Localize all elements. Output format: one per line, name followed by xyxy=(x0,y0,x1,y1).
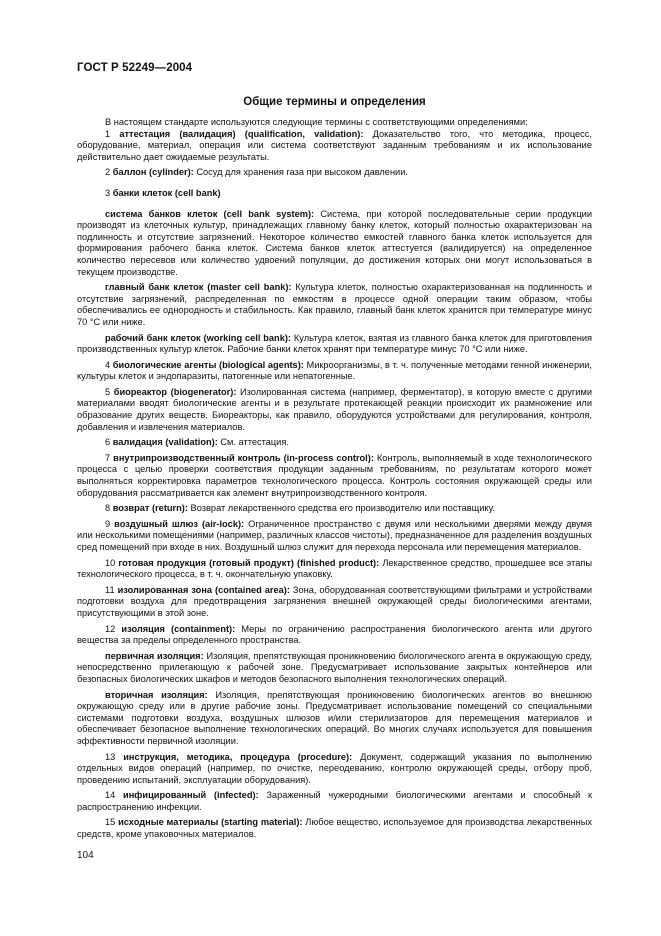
entry-definition: Возврат лекарственного средства его производителю или поставщику. xyxy=(187,503,495,514)
entry-definition: Контроль, выполняемый в ходе технологического процесса с целью проверки соответствия продукции заданным требованиям, по результатам которого может выполняться корректировка параметров технологического процесса. Контроль состояния окружающей среды или оборудования рассматривается как элемент внутрипроизводственного контроля. xyxy=(77,452,592,498)
entry-definition: Микроорганизмы, в т. ч. полученные методами генной инженерии, культуры клеток и эндопаразиты, патогенные или непатогенные. xyxy=(77,359,592,382)
entry-definition: Система, при которой последовательные серии продукции производят из клеточных культур, принадлежащих главному банку клеток, который полностью охарактеризован на подлинность и отсутствие загрязнений. Некоторое количество емкостей главного банка клеток используется для формирования рабочего банка клеток. Система банков клеток аттестуется (валидируется) на определенное количество пересевов или количество удвоений популяции, до достижения которых они могут использоваться в текущем производстве. xyxy=(77,208,592,277)
definition-entry xyxy=(77,790,592,813)
entry-term: воздушный шлюз (air-lock): xyxy=(114,518,245,529)
definition-entry xyxy=(77,360,592,383)
entry-term: исходные материалы (starting material): xyxy=(118,817,303,828)
entry-number: 10 xyxy=(105,557,116,568)
definition-entry xyxy=(77,624,592,647)
document-body xyxy=(77,117,592,841)
entry-definition: Документ, содержащий указания по выполнению отдельных видов операций (например, по очистке, переодеванию, контролю окружающей среды, отбору проб, проведению испытаний, эксплуатации оборудования). xyxy=(77,751,592,785)
entry-term: баллон (cylinder): xyxy=(112,167,194,178)
definition-entry xyxy=(77,503,592,515)
entry-term: валидация (validation): xyxy=(112,437,218,448)
definitions-list xyxy=(77,129,592,841)
entry-term: биологические агенты (biological agents): xyxy=(112,359,304,370)
definition-entry xyxy=(77,188,592,200)
entry-term: банки клеток (cell bank) xyxy=(112,187,221,198)
entry-definition: Изолированная система (например, ферментатор), в которую вместе с другими материалами вводят биологические агенты и в результате протекающей реакции происходит их размножение или образование других веществ. Биореакторы, как правило, оборудуются устройствами для регулирования, контроля, добавления и извлечения материалов. xyxy=(77,386,592,432)
entry-definition: Зараженный чужеродными биологическими агентами и способный к распространению инфекции. xyxy=(77,790,592,812)
entry-definition: Изоляция, препятствующая проникновению биологического агента в окружающую среду, непосредственно прилегающую к рабочей зоне. Предусматривает использование закрытых контейнеров или безопасных биологических шкафов и методов безопасного выполнения технологических операций. xyxy=(77,650,593,684)
entry-term: система банков клеток (cell bank system): xyxy=(105,208,315,219)
entry-term: изоляция (containment): xyxy=(121,623,236,634)
definition-entry xyxy=(77,209,592,279)
definition-entry xyxy=(77,333,592,356)
entry-term: инструкция, методика, процедура (procedure): xyxy=(123,751,353,762)
entry-number: 4 xyxy=(105,359,111,370)
entry-definition: Сосуд для хранения газа при высоком давлении. xyxy=(193,167,408,178)
entry-term: возврат (return): xyxy=(112,503,188,514)
entry-number: 12 xyxy=(105,623,116,634)
definition-entry xyxy=(77,282,592,328)
entry-number: 2 xyxy=(105,167,111,178)
entry-term: рабочий банк клеток (working cell bank): xyxy=(105,332,292,343)
entry-number: 15 xyxy=(105,817,116,828)
entry-number: 3 xyxy=(105,187,111,198)
standard-header: ГОСТ Р 52249—2004 xyxy=(77,62,193,74)
entry-number: 14 xyxy=(105,790,116,801)
entry-term: готовая продукция (готовый продукт) (finished product): xyxy=(118,557,380,568)
intro-paragraph: В настоящем стандарте используются следующие термины с соответствующими определениями: xyxy=(105,117,528,127)
definition-entry xyxy=(77,167,592,179)
definition-entry xyxy=(77,129,592,164)
entry-definition: См. аттестация. xyxy=(217,437,289,448)
entry-term: первичная изоляция: xyxy=(105,650,204,661)
entry-definition: Доказательство того, что методика, процесс, оборудование, материал, операция или система соответствуют заданным требованиям и их использование действительно дает ожидаемые результаты. xyxy=(77,128,592,162)
definition-entry xyxy=(77,453,592,499)
entry-number: 7 xyxy=(105,452,111,463)
entry-definition: Культура клеток, взятая из главного банка клеток для приготовления производственных культур клеток. Рабочие банки клеток хранят при температуре минус 70 °С или ниже. xyxy=(77,332,592,355)
entry-definition: Ограниченное пространство с двумя или несколькими дверями между двумя или несколькими помещениями (например, различных классов чистоты), предназначенное для разделения воздушных сред помещений при входе в них. Воздушный шлюз служит для перехода персонала или перемещения материалов. xyxy=(77,518,592,552)
entry-number: 11 xyxy=(105,584,115,595)
entry-definition: Зона, оборудованная соответствующими фильтрами и устройствами подготовки воздуха для предотвращения загрязнения внешней окружающей среды биологическими агентами, присутствующими в этой зоне. xyxy=(77,584,592,618)
entry-term: биореактор (biogenerator): xyxy=(113,386,237,397)
entry-definition: Культура клеток, полностью охарактеризованная на подлинность и отсутствие загрязнений, распределенная по емкостям в процессе одной операции таким образом, чтобы обеспечивались ее однородность и стабильность. Как правило, главный банк клеток хранится при температуре минус 70 °С или ниже. xyxy=(77,282,593,327)
entry-number: 9 xyxy=(105,518,111,529)
entry-term: инфицированный (infected): xyxy=(123,790,259,801)
entry-term: изолированная зона (contained area): xyxy=(117,584,290,595)
definition-entry xyxy=(77,651,592,686)
entry-term: главный банк клеток (master cell bank): xyxy=(105,282,292,293)
entry-term: внутрипроизводственный контроль (in-process control): xyxy=(113,452,374,463)
entry-definition: Любое вещество, используемое для производства лекарственных средств, кроме упаковочных материалов. xyxy=(77,817,592,840)
entry-term: вторичная изоляция: xyxy=(105,689,208,700)
definition-entry xyxy=(77,387,592,433)
entry-number: 1 xyxy=(105,128,111,139)
definition-entry xyxy=(77,752,592,787)
entry-number: 8 xyxy=(105,503,111,514)
entry-number: 6 xyxy=(105,437,111,448)
entry-definition: Лекарственное средство, прошедшее все этапы технологического процесса, в т. ч. окончательную упаковку. xyxy=(77,557,593,580)
section-title: Общие термины и определения xyxy=(243,96,426,108)
definition-entry xyxy=(77,558,592,581)
definition-entry xyxy=(77,690,592,748)
entry-number: 5 xyxy=(105,386,111,397)
entry-term: аттестация (валидация) (qualification, validation): xyxy=(119,128,364,139)
definition-entry xyxy=(77,519,592,554)
entry-number: 13 xyxy=(105,751,116,762)
definition-entry xyxy=(77,437,592,449)
entry-definition: Меры по ограничению распространения биологического агента или другого вещества за пределы определенного пространства. xyxy=(77,623,592,646)
page-number: 104 xyxy=(77,850,94,861)
entry-definition: Изоляция, препятствующая проникновению биологических агентов во внешнюю окружающую среду или в другие рабочие зоны. Предусматривает использование помещений со специальными системами подготовки воздуха, воздушных шлюзов и/или стерилизаторов для перемещения материалов и обеспечивает безопасное выполнение технологических операций. Во многих случаях используется для повышения эффективности первичной изоляции. xyxy=(77,689,592,746)
definition-entry xyxy=(77,585,592,620)
definition-entry xyxy=(77,817,592,840)
